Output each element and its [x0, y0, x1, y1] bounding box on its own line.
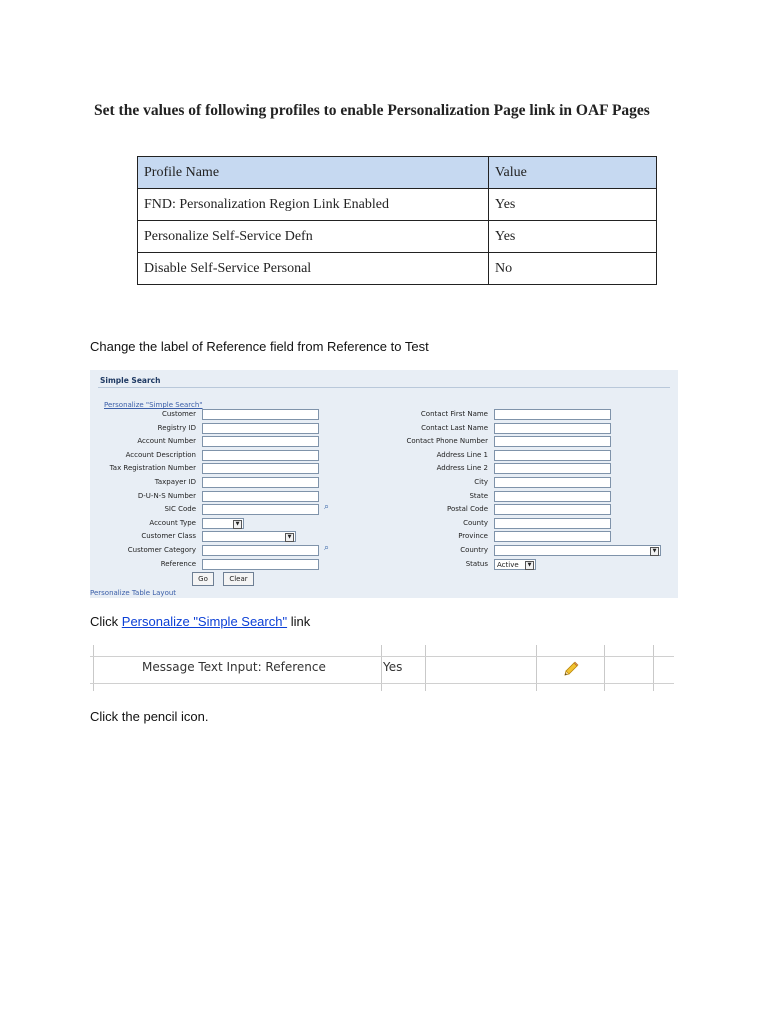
grid-line [536, 645, 537, 691]
field-label: State [469, 491, 488, 500]
text-input[interactable] [494, 423, 611, 434]
field-label: Status [465, 559, 488, 568]
field-label: City [474, 478, 488, 486]
text-input[interactable] [202, 423, 319, 434]
profile-value-cell: No [489, 253, 657, 285]
country-select[interactable] [494, 545, 661, 556]
field-label: Registry ID [157, 423, 196, 432]
text-input[interactable] [494, 409, 611, 420]
page-heading: Set the values of following profiles to enable Personalization Page link in OAF Pages [94, 102, 650, 119]
field-label: Tax Registration Number [109, 464, 196, 473]
text-input[interactable] [202, 450, 319, 461]
step3-instruction: Click the pencil icon. [90, 709, 209, 724]
field-label: Address Line 1 [436, 450, 488, 459]
form-row [90, 545, 678, 557]
form-row [90, 559, 678, 571]
form-row [90, 450, 678, 462]
text-input[interactable] [494, 518, 611, 529]
profile-value-cell: Yes [489, 221, 657, 253]
field-label: Postal Code [446, 505, 488, 514]
select-dropdown[interactable] [202, 531, 296, 542]
chevron-down-icon: ▼ [233, 520, 242, 529]
field-label: Account Type [149, 518, 196, 527]
form-row [90, 504, 678, 516]
profile-name-cell: Personalize Self-Service Defn [138, 221, 489, 253]
search-icon[interactable]: ⌕ [324, 502, 330, 513]
text-input[interactable] [494, 491, 611, 502]
field-label: D-U-N-S Number [137, 491, 196, 500]
chevron-down-icon: ▼ [525, 561, 534, 570]
step2-instruction [90, 614, 310, 629]
table-row [138, 253, 657, 285]
section-divider [98, 387, 670, 388]
profile-name-cell: Disable Self-Service Personal [138, 253, 489, 285]
form-row [90, 436, 678, 448]
grid-line [425, 645, 426, 691]
field-label: Account Description [125, 450, 196, 459]
pencil-icon[interactable] [563, 661, 579, 677]
form-row [90, 491, 678, 503]
table-row [138, 189, 657, 221]
table-header-row [138, 157, 657, 189]
field-label: Account Number [137, 437, 196, 446]
profile-name-cell: FND: Personalization Region Link Enabled [138, 189, 489, 221]
go-button[interactable]: Go [192, 572, 214, 586]
chevron-down-icon: ▼ [285, 533, 294, 542]
simple-search-screenshot [90, 370, 678, 598]
status-value: Active [497, 560, 519, 569]
field-label: Contact First Name [420, 410, 488, 418]
field-label: SIC Code [164, 505, 196, 514]
form-row [90, 423, 678, 435]
column-header-profile-name: Profile Name [138, 157, 489, 189]
grid-line [93, 645, 94, 691]
clear-button[interactable]: Clear [223, 572, 254, 586]
text-input[interactable] [202, 504, 319, 515]
text-input[interactable] [202, 545, 319, 556]
personalization-row-screenshot [90, 645, 674, 691]
grid-line [604, 645, 605, 691]
personalize-simple-search-link[interactable]: Personalize "Simple Search" [104, 401, 203, 409]
select-dropdown[interactable] [202, 518, 244, 529]
text-input[interactable] [202, 559, 319, 570]
text-input[interactable] [202, 491, 319, 502]
text-input[interactable] [494, 504, 611, 515]
field-label: Address Line 2 [436, 464, 488, 473]
grid-line [381, 645, 382, 691]
form-row [90, 531, 678, 543]
personalize-simple-search-link-text[interactable]: Personalize "Simple Search" [121, 614, 288, 629]
form-row [90, 477, 678, 489]
text-input[interactable] [202, 477, 319, 488]
step1-instruction: Change the label of Reference field from Reference to Test [90, 339, 429, 354]
form-row [90, 409, 678, 421]
profiles-table [137, 156, 657, 285]
text-input[interactable] [202, 463, 319, 474]
field-label: Province [458, 532, 488, 541]
field-label: Taxpayer ID [154, 478, 196, 486]
grid-line [90, 683, 674, 684]
step2-prefix: Click [90, 614, 122, 629]
text-input[interactable] [494, 450, 611, 461]
field-label: Country [460, 546, 488, 554]
field-label: Reference [160, 559, 196, 568]
text-input[interactable] [494, 531, 611, 542]
form-row [90, 518, 678, 530]
grid-line [90, 656, 674, 657]
field-label: Customer Class [141, 532, 196, 541]
column-header-value: Value [489, 157, 657, 189]
field-label: Contact Phone Number [406, 437, 488, 446]
grid-line [653, 645, 654, 691]
text-input[interactable] [494, 436, 611, 447]
field-label: Customer [161, 410, 196, 418]
form-row [90, 463, 678, 475]
table-row [138, 221, 657, 253]
rendered-value-cell: Yes [383, 660, 403, 674]
field-label: County [463, 518, 488, 527]
field-label: Contact Last Name [421, 423, 488, 432]
text-input[interactable] [494, 477, 611, 488]
step2-suffix: link [287, 614, 311, 629]
text-input[interactable] [494, 463, 611, 474]
field-label: Customer Category [127, 546, 196, 554]
text-input[interactable] [202, 436, 319, 447]
profile-value-cell: Yes [489, 189, 657, 221]
simple-search-title: Simple Search [100, 376, 161, 385]
text-input[interactable] [202, 409, 319, 420]
item-name-cell: Message Text Input: Reference [142, 660, 326, 674]
personalize-table-layout-link[interactable]: Personalize Table Layout [90, 589, 177, 597]
status-select[interactable] [494, 559, 536, 570]
search-icon[interactable]: ⌕ [324, 543, 330, 553]
chevron-down-icon: ▼ [650, 547, 659, 556]
